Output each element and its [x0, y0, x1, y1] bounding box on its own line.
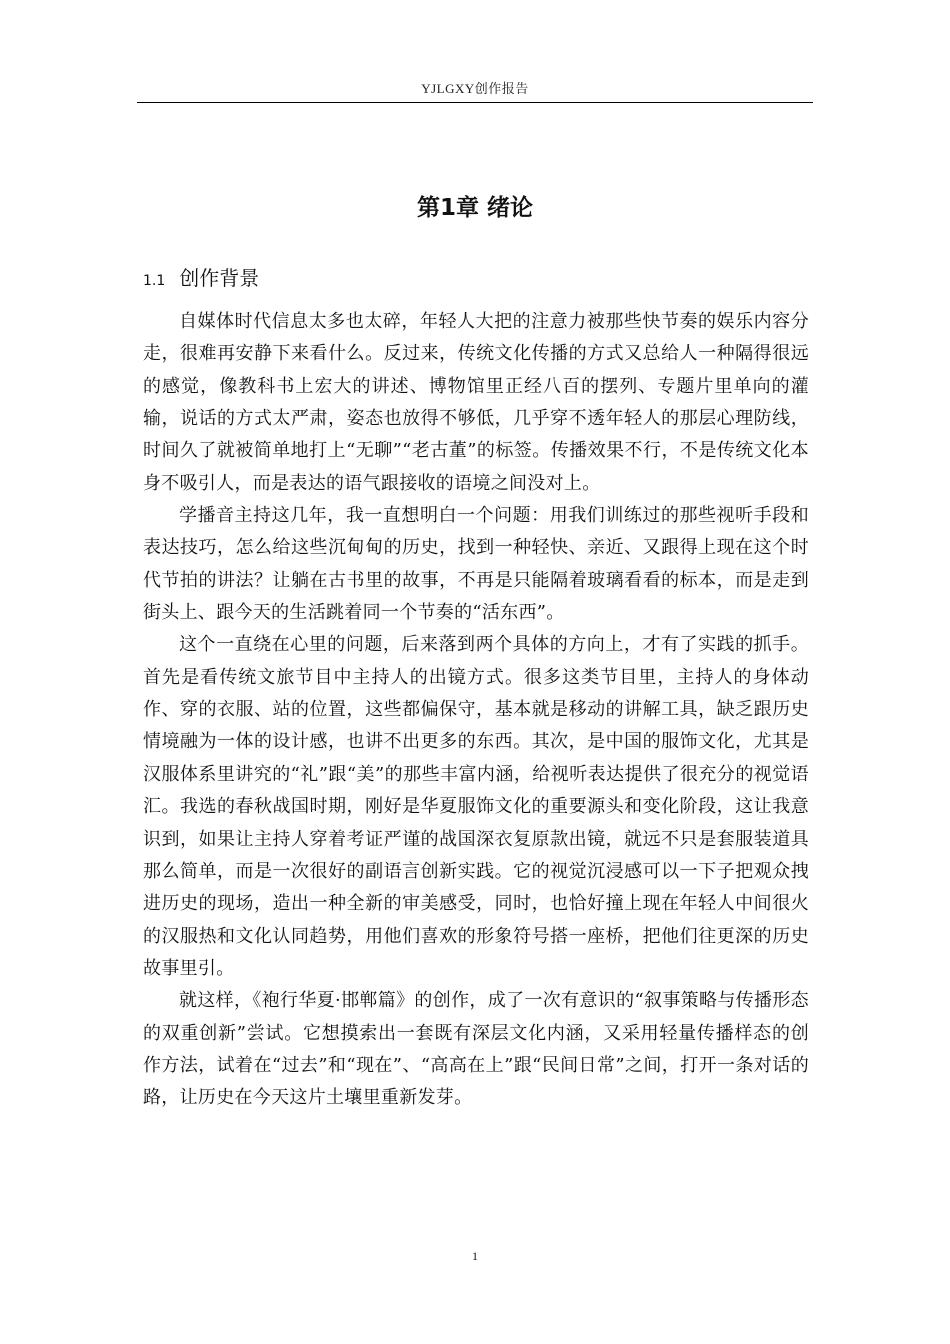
- paragraph: 学播音主持这几年，我一直想明白一个问题：用我们训练过的那些视听手段和表达技巧，怎么给这些沉甸甸的历史，找到一种轻快、亲近、又跟得上现在这个时代节拍的讲法？让躺在古书里的故事，不再是只能隔着玻璃看看的标本，而是走到街头上、跟今天的生活跳着同一个节奏的“活东西”。: [143, 505, 809, 624]
- paragraph: 这个一直绕在心里的问题，后来落到两个具体的方向上，才有了实践的抓手。首先是看传统文旅节目中主持人的出镜方式。很多这类节目里，主持人的身体动作、穿的衣服、站的位置，这些都偏保守，基本就是移动的讲解工具，缺乏跟历史情境融为一体的设计感，也讲不出更多的东西。其次，是中国的服饰文化，尤其是汉服体系里讲究的“礼”跟“美”的那些丰富内涵，给视听表达提供了很充分的视觉语汇。我选的春秋战国时期，刚好是华夏服饰文化的重要源头和变化阶段，这让我意识到，如果让主持人穿着考证严谨的战国深衣复原款出镜，就远不只是套服装道具那么简单，而是一次很好的副语言创新实践。它的视觉沉浸感可以一下子把观众拽进历史的现场，造出一种全新的审美感受，同时，也恰好撞上现在年轻人中间很火的汉服热和文化认同趋势，用他们喜欢的形象符号搭一座桥，把他们往更深的历史故事里引。: [143, 634, 809, 979]
- paragraph: 就这样，《袍行华夏·邯郸篇》的创作，成了一次有意识的“叙事策略与传播形态的双重创新”尝试。它想摸索出一套既有深层文化内涵，又采用轻量传播样态的创作方法，试着在“过去”和“现在”、“高高在上”跟“民间日常”之间，打开一条对话的路，让历史在今天这片土壤里重新发芽。: [143, 990, 809, 1109]
- section-number: 1.1: [143, 273, 166, 289]
- body-text: [143, 306, 809, 1115]
- paragraph: 自媒体时代信息太多也太碎，年轻人大把的注意力被那些快节奏的娱乐内容分走，很难再安静下来看什么。反过来，传统文化传播的方式又总给人一种隔得很远的感觉，像教科书上宏大的讲述、博物馆里正经八百的摆列、专题片里单向的灌输，说话的方式太严肃，姿态也放得不够低，几乎穿不透年轻人的那层心理防线，时间久了就被简单地打上“无聊”“老古董”的标签。传播效果不行，不是传统文化本身不吸引人，而是表达的语气跟接收的语境之间没对上。: [143, 311, 809, 494]
- page-number: 1: [472, 1249, 478, 1263]
- chapter-title: 第1章 绪论: [416, 195, 533, 221]
- running-header-title: YJLGXY创作报告: [421, 81, 529, 96]
- section-heading: [143, 263, 259, 296]
- running-header: [137, 78, 813, 103]
- section-title: 创作背景: [179, 266, 260, 290]
